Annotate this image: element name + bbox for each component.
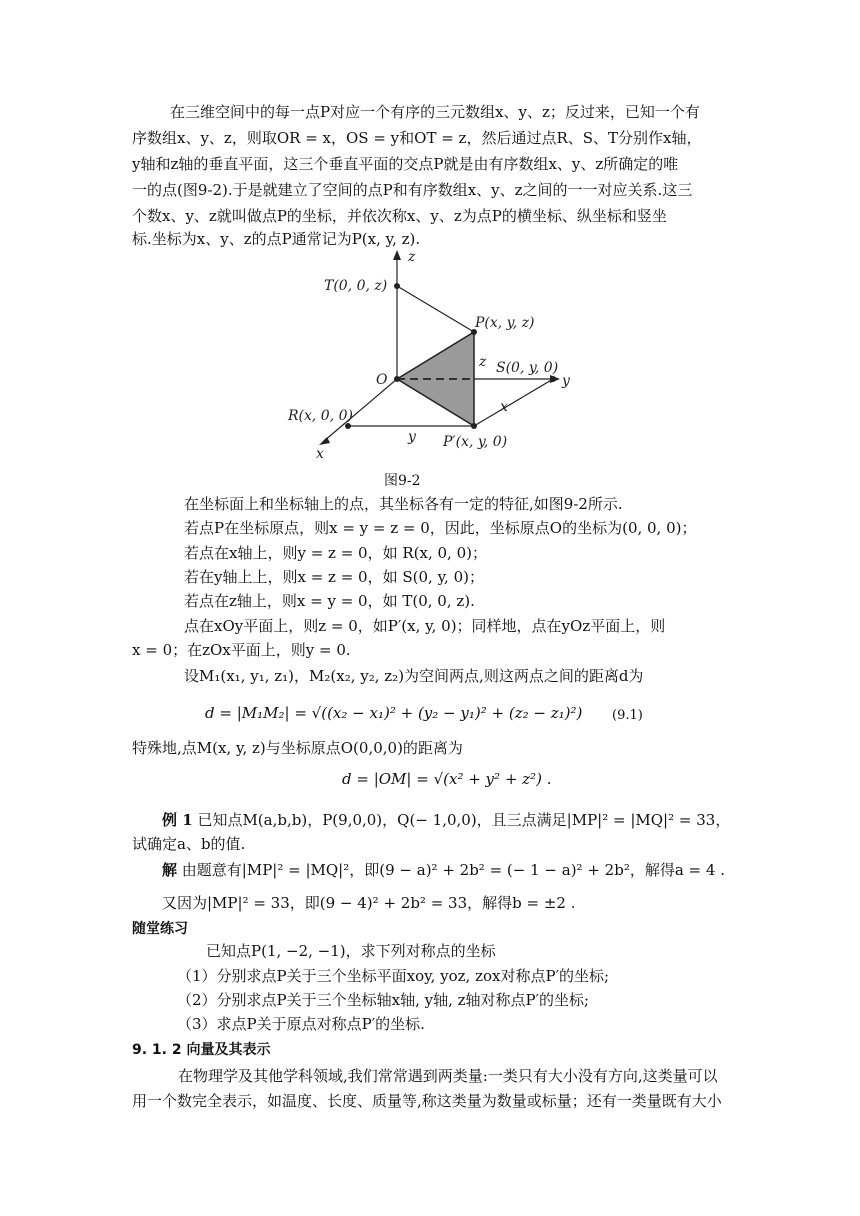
x-axis-arrow	[319, 437, 330, 445]
special-line-3: 若点在x轴上，则y = z = 0，如 R(x, 0, 0)；	[184, 544, 487, 562]
label-T: T(0, 0, z)	[324, 278, 388, 294]
y-axis-label: y	[562, 373, 570, 389]
label-R: R(x, 0, 0)	[288, 408, 353, 424]
special-line-8: 设M₁(x₁, y₁, z₁)，M₂(x₂, y₂, z₂)为空间两点,则这两点之间的距离d为	[184, 667, 644, 685]
point-T	[394, 283, 400, 289]
practice-title: 随堂练习	[132, 921, 188, 937]
intro-line-5: 个数x、y、z就叫做点P的坐标，并依次称x、y、z为点P的横坐标、纵坐标和竖坐	[132, 207, 667, 225]
segment-z-label: z	[479, 354, 487, 370]
line-S-Pp	[474, 379, 553, 426]
label-S: S(0, y, 0)	[496, 360, 559, 376]
practice-item-3: （3）求点P关于原点对称点P′的坐标.	[177, 1015, 425, 1033]
solution-label: 解	[162, 861, 178, 879]
coordinate-figure	[288, 248, 590, 464]
point-Pp	[471, 423, 477, 429]
special-line-1: 在坐标面上和坐标轴上的点，其坐标各有一定的特征,如图9-2所示.	[184, 495, 623, 513]
segment-x-label: x	[500, 399, 508, 415]
intro-line-3: y轴和z轴的垂直平面，这三个垂直平面的交点P就是由有序数组x、y、z所确定的唯	[132, 155, 679, 173]
label-P: P(x, y, z)	[475, 315, 535, 331]
solution-line-2: 又因为|MP|² = 33，即(9 − 4)² + 2b² = 33，解得b = ±2 .	[162, 894, 576, 912]
intro-line-4: 一的点(图9-2).于是就建立了空间的点P和有序数组x、y、z之间的一一对应关系.这三	[132, 181, 693, 199]
example-text-1: 已知点M(a,b,b)，P(9,0,0)，Q(− 1,0,0)，且三点满足|MP|² = |MQ|² = 33，	[197, 811, 731, 829]
line-T-P	[397, 286, 474, 332]
section-title: 9. 1. 2 向量及其表示	[132, 1042, 271, 1058]
z-axis-label: z	[408, 249, 416, 265]
intro-line-2: 序数组x、y、z，则取OR = x，OS = y和OT = z，然后通过点R、S、T分别作x轴，	[132, 129, 702, 147]
label-O: O	[376, 372, 388, 388]
example-label: 例 1	[162, 811, 193, 829]
practice-item-2: （2）分别求点P关于三个坐标轴x轴, y轴, z轴对称点P′的坐标;	[177, 991, 590, 1009]
intro-line-1: 在三维空间中的每一点P对应一个有序的三元数组x、y、z；反过来，已知一个有	[170, 103, 700, 121]
special-line-7: x = 0；在zOx平面上，则y = 0.	[132, 641, 351, 659]
section-para-line-1: 在物理学及其他学科领域,我们常常遇到两类量:一类只有大小没有方向,这类量可以	[178, 1067, 718, 1085]
practice-item-1: （1）分别求点P关于三个坐标平面xoy, yoz, zox对称点P′的坐标;	[177, 967, 610, 985]
solution-line-1	[162, 860, 725, 880]
distance-formula: d = |M₁M₂| = √((x₂ − x₁)² + (y₂ − y₁)² + (z₂ − z₁)²)	[205, 704, 583, 722]
example-line-1	[162, 810, 730, 830]
special-line-6: 点在xOy平面上，则z = 0，如P′(x, y, 0)；同样地，点在yOz平面上，则	[184, 617, 666, 635]
practice-prompt: 已知点P(1, −2, −1)，求下列对称点的坐标	[206, 942, 496, 960]
formula-number: (9.1)	[612, 708, 643, 723]
section-para-line-2: 用一个数完全表示，如温度、长度、质量等,称这类量为数量或标量；还有一类量既有大小	[132, 1092, 722, 1110]
special-line-2: 若点P在坐标原点，则x = y = z = 0，因此，坐标原点O的坐标为(0, 0, 0)；	[184, 519, 697, 537]
special-line-5: 若点在z轴上，则x = y = 0，如 T(0, 0, z).	[184, 592, 475, 610]
figure-caption: 图9-2	[384, 473, 421, 489]
special-case-line: 特殊地,点M(x, y, z)与坐标原点O(0,0,0)的距离为	[132, 739, 463, 757]
label-Pp: P′(x, y, 0)	[443, 434, 508, 450]
z-axis-arrow	[393, 250, 401, 260]
origin-distance-formula: d = |OM| = √(x² + y² + z²) .	[342, 770, 552, 788]
segment-y-label: y	[408, 429, 416, 445]
solution-text-1: 由题意有|MP|² = |MQ|²，即(9 − a)² + 2b² = (− 1 − a)² + 2b²，解得a = 4 .	[181, 861, 725, 879]
special-line-4: 若在y轴上上，则x = z = 0，如 S(0, y, 0)；	[184, 568, 484, 586]
example-line-2: 试确定a、b的值.	[132, 835, 246, 853]
point-S	[550, 376, 556, 382]
point-O	[394, 376, 400, 382]
x-axis-label: x	[316, 446, 324, 462]
intro-line-6: 标.坐标为x、y、z的点P通常记为P(x, y, z).	[132, 230, 421, 248]
